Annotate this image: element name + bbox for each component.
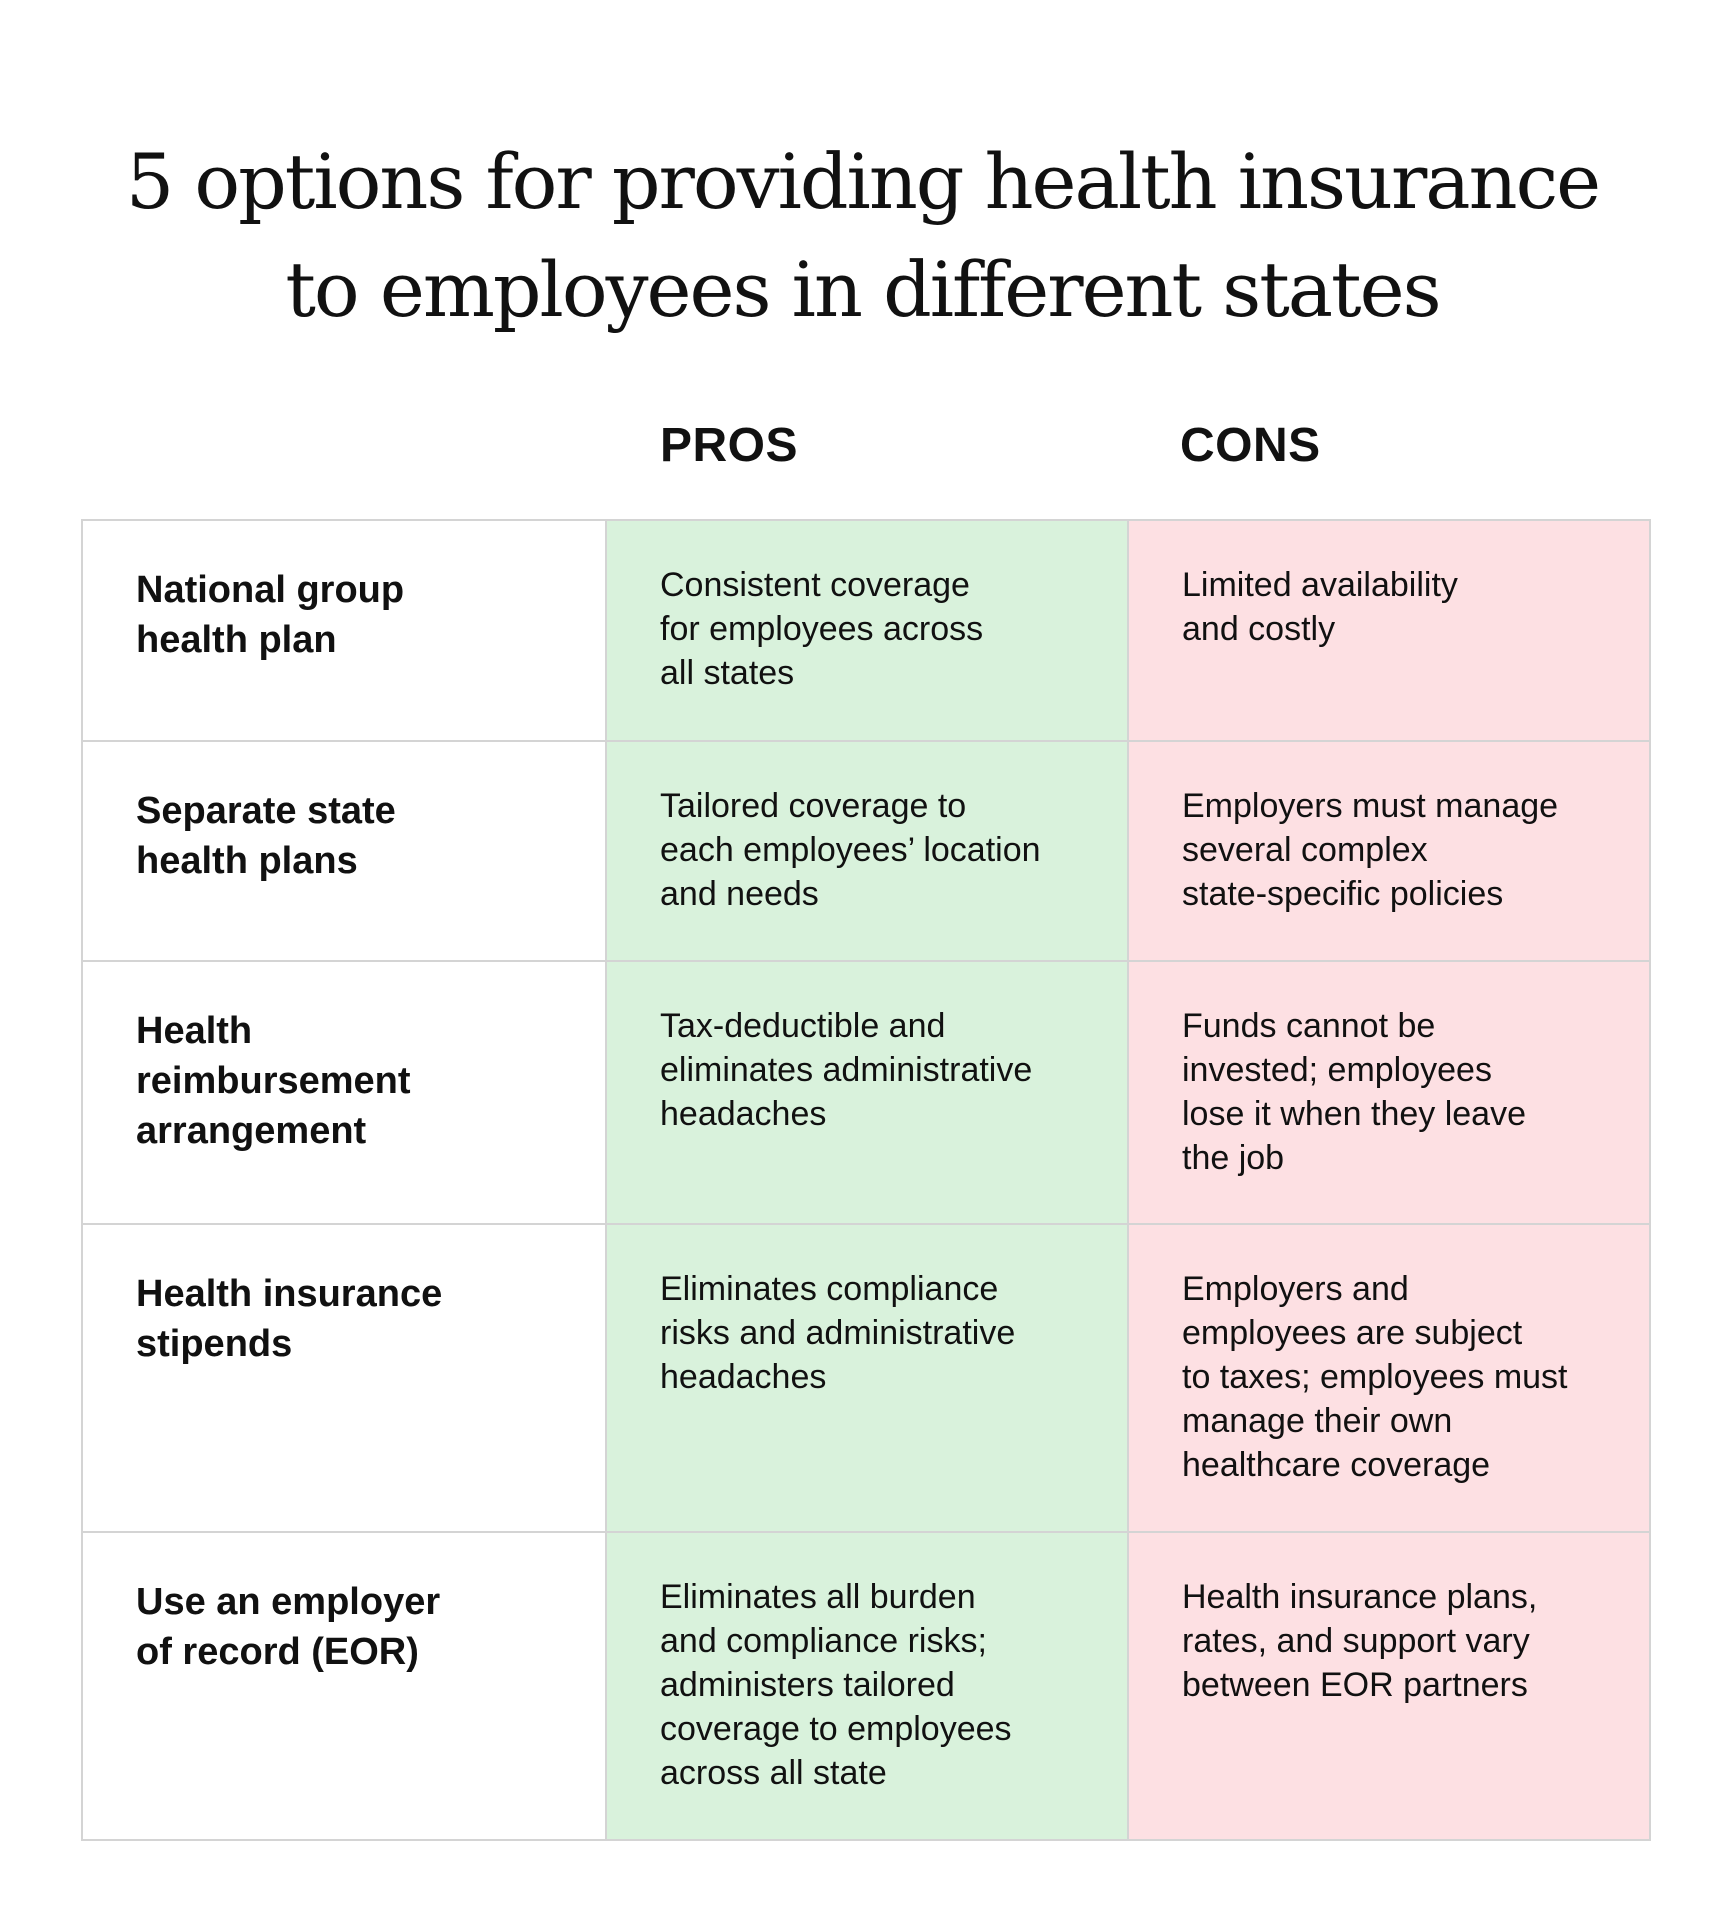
cons-text: and costly [1182, 610, 1336, 648]
option-label: health plans [136, 840, 358, 882]
cons-cell [1129, 1225, 1649, 1531]
option-label: Health [136, 1010, 253, 1052]
pros-cell [607, 1225, 1129, 1531]
cons-text: Employers and [1182, 1270, 1409, 1308]
option-cell [83, 521, 607, 740]
pros-text: Consistent coverage [660, 566, 970, 604]
pros-text: Eliminates compliance [660, 1270, 999, 1308]
option-cell [83, 962, 607, 1223]
cons-text: invested; employees [1182, 1051, 1492, 1089]
pros-text: headaches [660, 1358, 827, 1396]
table-row [83, 1531, 1649, 1839]
option-label: Separate state [136, 790, 396, 832]
table-row [83, 521, 1649, 740]
cons-text: Funds cannot be [1182, 1007, 1436, 1045]
cons-text: Health insurance plans, [1182, 1578, 1538, 1616]
page-title [0, 128, 1725, 344]
option-cell [83, 1225, 607, 1531]
cons-text: to taxes; employees must [1182, 1358, 1568, 1396]
pros-text: Tax-deductible and [660, 1007, 946, 1045]
table-row [83, 740, 1649, 960]
pros-text: all states [660, 654, 795, 692]
option-label: National group [136, 569, 405, 611]
pros-text: for employees across [660, 610, 984, 648]
cons-text: state-specific policies [1182, 875, 1504, 913]
cons-text: employees are subject [1182, 1314, 1523, 1352]
pros-text: eliminates administrative [660, 1051, 1033, 1089]
cons-text: between EOR partners [1182, 1666, 1528, 1704]
pros-cell [607, 521, 1129, 740]
pros-text: across all state [660, 1754, 887, 1792]
pros-text: each employees’ location [660, 831, 1041, 869]
pros-text: risks and administrative [660, 1314, 1016, 1352]
cons-cell [1129, 742, 1649, 960]
pros-text: and compliance risks; [660, 1622, 987, 1660]
cons-text: manage their own [1182, 1402, 1453, 1440]
pros-text: administers tailored [660, 1666, 955, 1704]
cons-text: the job [1182, 1139, 1285, 1177]
option-label: stipends [136, 1323, 293, 1365]
option-label: Use an employer [136, 1581, 441, 1623]
cons-text: lose it when they leave [1182, 1095, 1526, 1133]
cons-cell [1129, 962, 1649, 1223]
pros-text: Tailored coverage to [660, 787, 967, 825]
option-cell [83, 1533, 607, 1839]
option-cell [83, 742, 607, 960]
pros-column-header: PROS [660, 419, 799, 472]
title-line-2: to employees in different states [285, 245, 1440, 334]
option-label: of record (EOR) [136, 1631, 419, 1673]
title-line-1: 5 options for providing health insurance [125, 137, 1600, 226]
pros-cell [607, 962, 1129, 1223]
pros-text: Eliminates all burden [660, 1578, 976, 1616]
pros-text: and needs [660, 875, 819, 913]
pros-cons-table [81, 519, 1651, 1841]
pros-cell [607, 1533, 1129, 1839]
cons-cell [1129, 521, 1649, 740]
cons-text: Employers must manage [1182, 787, 1559, 825]
option-label: arrangement [136, 1110, 367, 1152]
cons-text: healthcare coverage [1182, 1446, 1491, 1484]
pros-text: headaches [660, 1095, 827, 1133]
cons-cell [1129, 1533, 1649, 1839]
option-label: health plan [136, 619, 337, 661]
pros-text: coverage to employees [660, 1710, 1012, 1748]
cons-text: several complex [1182, 831, 1428, 869]
cons-text: Limited availability [1182, 566, 1458, 604]
cons-text: rates, and support vary [1182, 1622, 1530, 1660]
table-row [83, 960, 1649, 1223]
option-label: reimbursement [136, 1060, 411, 1102]
table-row [83, 1223, 1649, 1531]
pros-cell [607, 742, 1129, 960]
option-label: Health insurance [136, 1273, 443, 1315]
cons-column-header: CONS [1180, 419, 1321, 472]
